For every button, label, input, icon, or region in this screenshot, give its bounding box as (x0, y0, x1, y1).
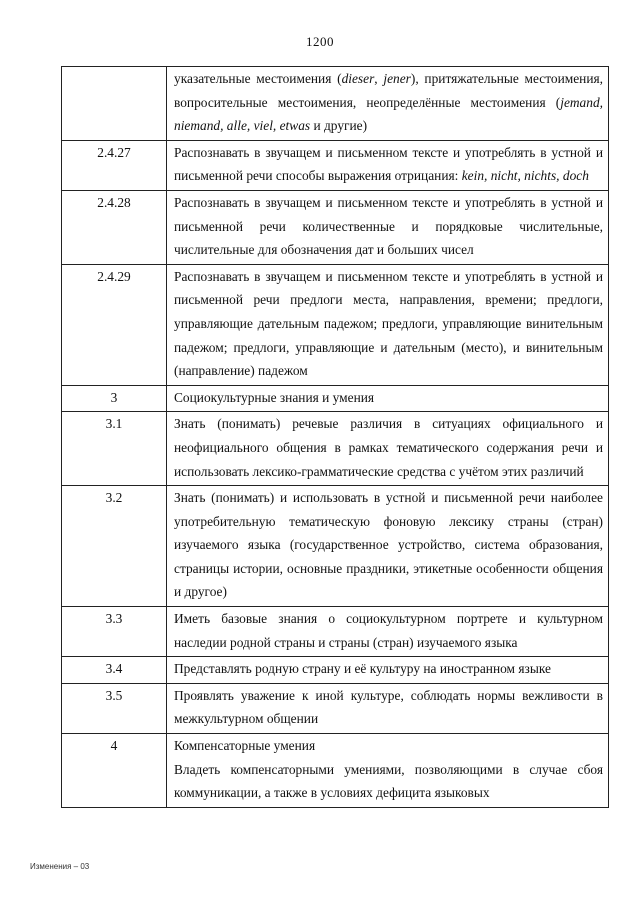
row-description (167, 683, 609, 733)
row-description (167, 734, 609, 808)
text-fragment: , (374, 71, 384, 86)
text-fragment: ), притяжательные местоимения, вопросительные местоимения, неопределённые местоимения ( (174, 71, 604, 110)
row-code: 3 (62, 385, 167, 412)
text-fragment: Распознавать в звучащем и письменном тексте и употреблять в устной и письменной речи количественные и порядковые числительные, числительные для обозначения дат и больших чисел (174, 194, 603, 258)
section-heading: Компенсаторные умения (174, 738, 316, 754)
table-row (62, 683, 609, 733)
requirements-table (61, 66, 609, 808)
row-code: 2.4.28 (62, 190, 167, 264)
text-fragment: указательные местоимения ( (174, 71, 342, 86)
table-row (62, 264, 609, 385)
table-body (62, 67, 609, 808)
text-fragment: Знать (понимать) речевые различия в ситуациях официального и неофициального общения в рамках тематического содержания речи и использовать лексико-грамматические средства с учётом этих различий (174, 416, 603, 479)
italic-fragment: jemand, niemand, alle, viel, etwas (174, 94, 603, 134)
table-row (62, 140, 609, 190)
table-row (62, 412, 609, 486)
row-description (167, 264, 609, 385)
table-row (62, 607, 609, 657)
row-description (167, 190, 609, 264)
row-code (62, 67, 167, 141)
row-description (167, 140, 609, 190)
page-number: 1200 (306, 34, 334, 49)
row-description (167, 657, 609, 684)
text-fragment: Распознавать в звучащем и письменном тексте и употреблять в устной и письменной речи предлоги места, направления, времени; предлоги, управляющие дательным падежом; предлоги, управляющие винительным падежом; предлоги, управляющие и дательным (место), и винительным (направление) падежом (174, 268, 603, 379)
text-fragment: Иметь базовые знания о социокультурном портрете и культурном наследии родной страны и страны (стран) изучаемого языка (174, 611, 603, 650)
row-description (167, 67, 609, 141)
row-code: 2.4.29 (62, 264, 167, 385)
text-fragment: Знать (понимать) и использовать в устной и письменной речи наиболее употребительную тематическую фоновую лексику страны (стран) изучаемого языка (государственное устройство, система образования, страницы истории, основные праздники, этикетные особенности общения и другое) (174, 490, 603, 600)
table-row (62, 190, 609, 264)
text-fragment: Владеть компенсаторными умениями, позволяющими в случае сбоя коммуникации, а также в условиях дефицита языковых (174, 761, 603, 801)
italic-fragment: dieser (341, 71, 375, 86)
text-fragment: и другие) (310, 118, 368, 134)
row-code: 3.3 (62, 607, 167, 657)
row-code: 3.5 (62, 683, 167, 733)
footer-revision: Изменения – 03 (30, 862, 90, 871)
table-row (62, 486, 609, 607)
table-row (62, 734, 609, 808)
row-description (167, 607, 609, 657)
text-fragment: Проявлять уважение к иной культуре, соблюдать нормы вежливости в межкультурном общении (174, 687, 603, 727)
table-row (62, 67, 609, 141)
row-description (167, 486, 609, 607)
italic-fragment: jener (383, 71, 411, 86)
row-code: 3.4 (62, 657, 167, 684)
row-code: 3.1 (62, 412, 167, 486)
row-description (167, 385, 609, 412)
text-fragment: Распознавать в звучащем и письменном тексте и употреблять в устной и письменной речи способы выражения отрицания: (174, 144, 603, 184)
row-description (167, 412, 609, 486)
italic-fragment: kein, nicht, nichts, doch (461, 168, 589, 184)
row-code: 3.2 (62, 486, 167, 607)
table-row (62, 385, 609, 412)
table-row (62, 657, 609, 684)
text-fragment: Социокультурные знания и умения (174, 389, 375, 405)
row-code: 4 (62, 734, 167, 808)
text-fragment: Представлять родную страну и её культуру на иностранном языке (174, 661, 551, 677)
row-code: 2.4.27 (62, 140, 167, 190)
